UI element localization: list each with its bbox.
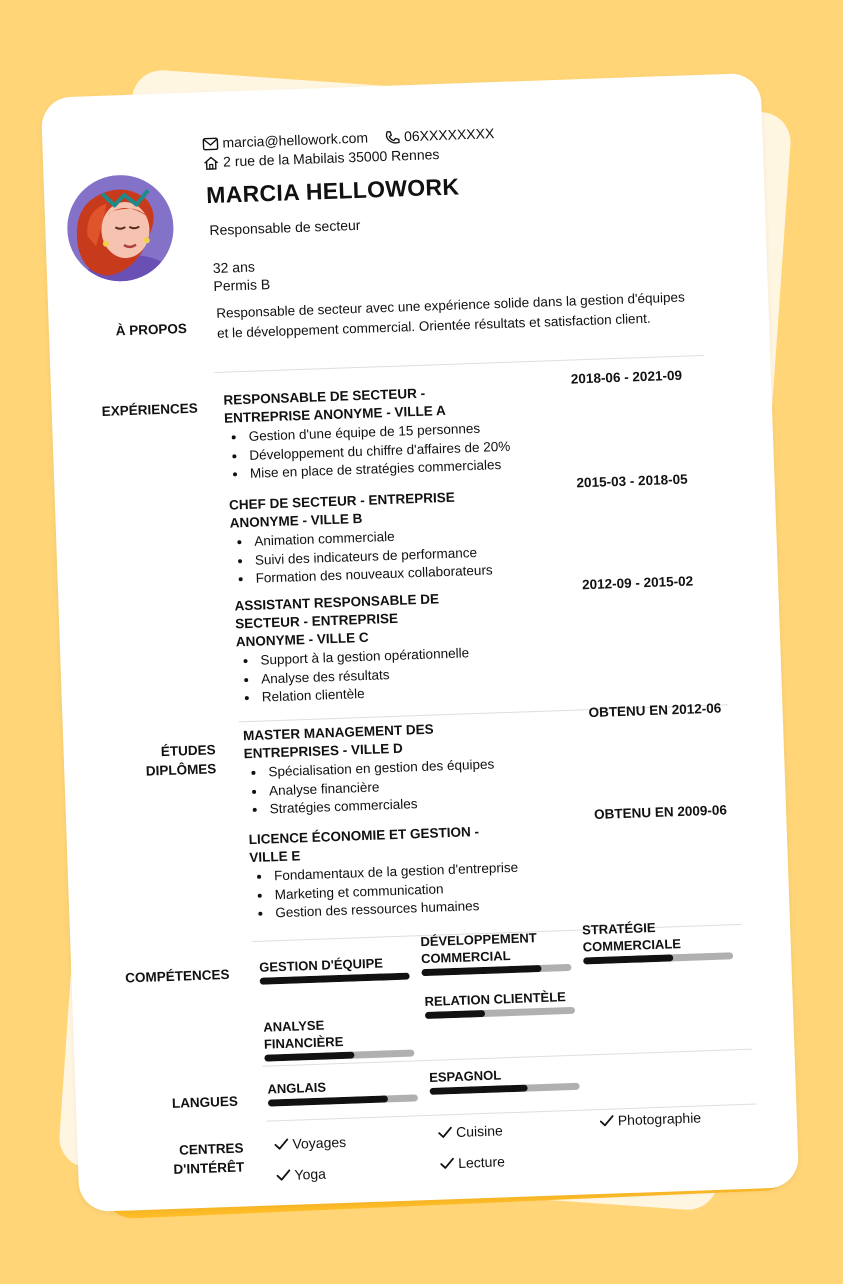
about-text: Responsable de secteur avec une expérience solide dans la gestion d'équipes et le développement commercial. Orientée résultats et satisfaction client. <box>216 289 686 341</box>
list-item: • Formation des nouveaux collaborateurs <box>253 559 561 588</box>
list-item: • Spécialisation en gestion des équipes <box>266 753 574 782</box>
interest-item: Voyages <box>273 1134 346 1153</box>
list-item: • Analyse financière <box>267 771 575 800</box>
education-bullets <box>250 856 592 923</box>
contact-email[interactable]: marcia@hellowork.com <box>222 129 369 151</box>
list-item: • Marketing et communication <box>272 875 590 905</box>
list-item: • Gestion d'une équipe de 15 personnes <box>246 417 554 446</box>
list-item: • Mise en place de stratégies commerciales <box>248 454 556 483</box>
interest-item: Photographie <box>599 1109 702 1129</box>
skill-name: ANALYSE FINANCIÈRE <box>263 1017 344 1052</box>
candidate-age: 32 ans <box>212 258 256 276</box>
list-item: • Suivi des indicateurs de performance <box>253 541 561 570</box>
experience-item <box>229 485 562 589</box>
candidate-license: Permis B <box>213 276 271 294</box>
skill-bar-fill <box>425 1010 485 1019</box>
interest-item: Cuisine <box>437 1122 503 1140</box>
experience-item <box>234 586 568 708</box>
list-item: • Stratégies commerciales <box>267 790 575 819</box>
check-icon <box>437 1125 453 1140</box>
check-icon <box>275 1168 291 1183</box>
section-label-interests: CENTRES D'INTÉRÊT <box>173 1140 245 1177</box>
language-name: ESPAGNOL <box>428 1067 502 1085</box>
skill-bar-fill <box>264 1052 354 1062</box>
skill-item <box>424 988 575 1019</box>
home-icon <box>203 155 219 170</box>
experience-date: 2018-06 - 2021-09 <box>570 367 683 387</box>
interest-item: Lecture <box>439 1153 505 1171</box>
avatar-illustration <box>66 173 176 283</box>
skill-item <box>263 1013 414 1061</box>
language-bar-fill <box>268 1095 388 1106</box>
skill-name: STRATÉGIE COMMERCIALE <box>581 919 682 955</box>
skill-bar-fill <box>421 965 541 976</box>
list-item: • Support à la gestion opérationnelle <box>258 641 566 670</box>
education-bullets <box>244 753 576 820</box>
language-bar-fill <box>430 1085 528 1095</box>
mail-icon <box>202 136 218 151</box>
experience-item <box>223 380 556 484</box>
education-date: OBTENU EN 2012-06 <box>588 700 722 721</box>
list-item: • Animation commerciale <box>252 522 560 551</box>
education-item <box>248 819 591 923</box>
education-item <box>243 716 576 820</box>
check-icon <box>599 1113 615 1128</box>
section-label-about: À PROPOS <box>115 320 188 339</box>
skill-name: DÉVELOPPEMENT COMMERCIAL <box>420 930 537 967</box>
skill-name: RELATION CLIENTÈLE <box>424 989 567 1010</box>
candidate-role: Responsable de secteur <box>209 216 361 239</box>
skill-item <box>420 928 571 976</box>
contact-phone[interactable]: 06XXXXXXXX <box>403 125 495 145</box>
experience-title: ASSISTANT RESPONSABLE DE SECTEUR - ENTREPRISE ANONYME - VILLE C <box>234 591 440 650</box>
avatar <box>66 173 176 283</box>
skill-item <box>259 954 410 985</box>
resume-card <box>41 73 799 1212</box>
experience-date: 2015-03 - 2018-05 <box>576 471 688 491</box>
list-item: • Analyse des résultats <box>259 659 567 688</box>
list-item: • Fondamentaux de la gestion d'entreprise <box>272 856 590 886</box>
experience-title: CHEF DE SECTEUR - ENTREPRISE ANONYME - VILLE B <box>228 489 455 531</box>
experience-bullets <box>230 522 562 589</box>
skill-name: GESTION D'ÉQUIPE <box>258 955 384 975</box>
section-label-education: ÉTUDES DIPLÔMES <box>145 742 217 779</box>
education-title: LICENCE ÉCONOMIE ET GESTION - VILLE E <box>248 824 480 866</box>
experience-date: 2012-09 - 2015-02 <box>581 573 694 593</box>
skill-item <box>582 916 733 964</box>
section-label-skills: COMPÉTENCES <box>125 966 230 986</box>
experience-bullets <box>224 417 556 484</box>
interest-item: Yoga <box>275 1166 326 1184</box>
phone-icon <box>384 130 400 145</box>
experience-bullets <box>236 641 568 708</box>
language-item <box>267 1075 418 1106</box>
check-icon <box>273 1137 289 1152</box>
contact-address: 2 rue de la Mabilais 35000 Rennes <box>222 146 440 170</box>
contact-info <box>202 124 495 172</box>
candidate-name: MARCIA HELLOWORK <box>205 173 460 209</box>
experience-title: RESPONSABLE DE SECTEUR - ENTREPRISE ANONYME - VILLE A <box>223 385 446 426</box>
list-item: • Développement du chiffre d'affaires de 20% <box>247 436 555 465</box>
education-date: OBTENU EN 2009-06 <box>593 802 728 823</box>
education-title: MASTER MANAGEMENT DES ENTREPRISES - VILLE D <box>242 721 434 762</box>
list-item: • Relation clientèle <box>260 678 568 707</box>
list-item: • Gestion des ressources humaines <box>273 893 591 923</box>
section-label-languages: LANGUES <box>171 1093 239 1111</box>
skill-bar-fill <box>583 954 673 964</box>
check-icon <box>439 1156 455 1171</box>
language-item <box>429 1064 580 1095</box>
section-label-experiences: EXPÉRIENCES <box>101 400 198 419</box>
language-name: ANGLAIS <box>267 1079 327 1097</box>
candidate-meta <box>212 257 270 295</box>
